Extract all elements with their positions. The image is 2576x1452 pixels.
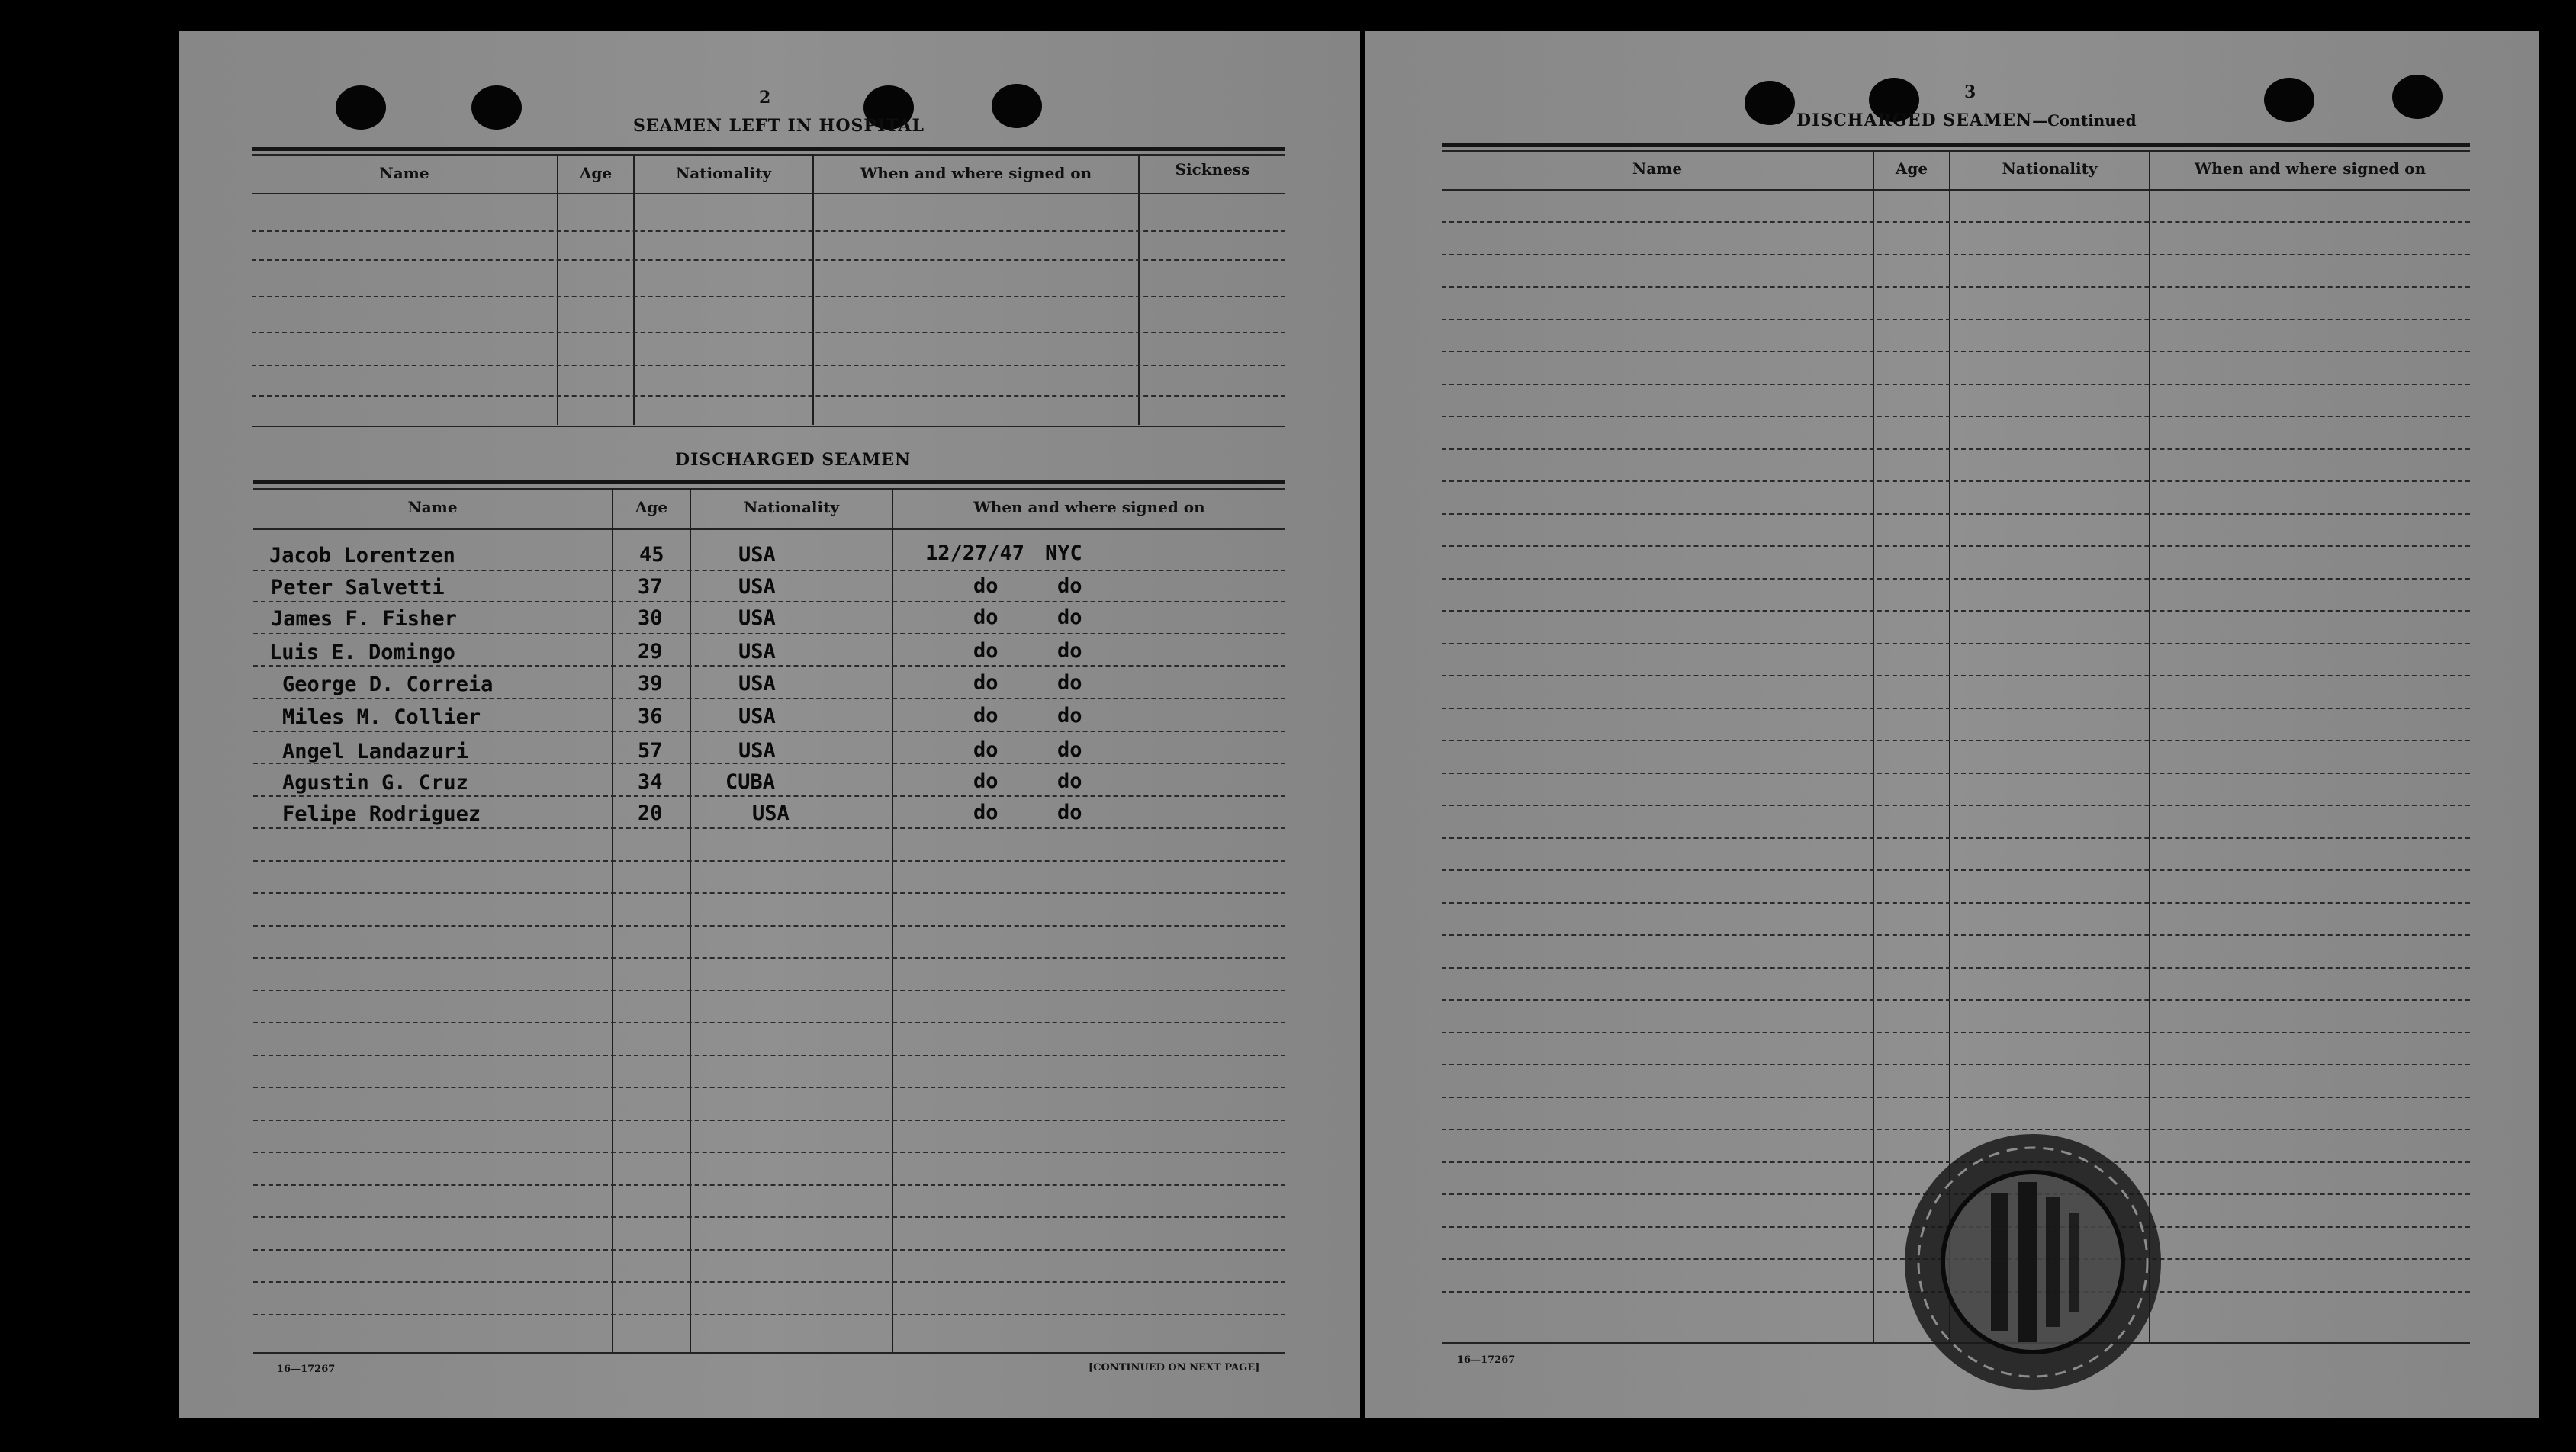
signed-on-place: do: [1057, 769, 1082, 793]
seaman-age: 45: [639, 543, 664, 567]
punch-hole: [471, 85, 522, 130]
continued-header-name: Name: [1632, 159, 1683, 178]
seaman-nationality: USA: [738, 606, 776, 630]
seaman-age: 39: [638, 672, 663, 695]
seaman-name: Felipe Rodriguez: [282, 802, 481, 826]
seaman-nationality: USA: [738, 640, 776, 663]
signed-on-place: NYC: [1045, 541, 1082, 565]
seaman-age: 20: [638, 801, 663, 825]
discharged-header-age: Age: [635, 498, 668, 516]
seaman-nationality: CUBA: [725, 770, 776, 794]
seaman-nationality: USA: [752, 801, 790, 825]
punch-hole: [336, 85, 386, 130]
signed-on-date: do: [973, 738, 999, 762]
seaman-age: 36: [638, 705, 663, 728]
ink-stamp: [1899, 1129, 2166, 1396]
seaman-name: Angel Landazuri: [282, 740, 468, 763]
punch-hole: [2264, 78, 2314, 122]
signed-on-date: do: [973, 639, 999, 663]
right-page: [1365, 31, 2539, 1418]
signed-on-place: do: [1057, 738, 1082, 762]
hospital-header-nationality: Nationality: [676, 164, 771, 182]
seaman-name: Jacob Lorentzen: [269, 544, 455, 567]
discharged-header-name: Name: [407, 498, 458, 516]
signed-on-place: do: [1057, 801, 1082, 824]
discharged-continued-title: DISCHARGED SEAMEN—Continued: [1796, 111, 2137, 130]
hospital-header-when-where: When and where signed on: [860, 164, 1092, 182]
discharged-header-when-where: When and where signed on: [973, 498, 1205, 516]
signed-on-place: do: [1057, 606, 1082, 629]
seaman-age: 57: [638, 739, 663, 763]
seaman-nationality: USA: [738, 739, 776, 763]
seaman-nationality: USA: [738, 575, 776, 599]
seaman-age: 37: [638, 575, 663, 599]
punch-hole: [2392, 75, 2443, 119]
page-number: 2: [759, 88, 771, 108]
hospital-section-title: SEAMEN LEFT IN HOSPITAL: [633, 116, 925, 136]
seaman-age: 34: [638, 770, 663, 794]
seaman-name: Miles M. Collier: [282, 705, 481, 729]
continued-note: [CONTINUED ON NEXT PAGE]: [1089, 1362, 1260, 1373]
signed-on-place: do: [1057, 704, 1082, 728]
left-page: [179, 31, 1360, 1418]
form-number: 16—17267: [277, 1364, 336, 1375]
seaman-age: 29: [638, 640, 663, 663]
punch-hole: [1745, 81, 1795, 125]
continued-header-age: Age: [1895, 159, 1928, 178]
punch-hole: [992, 84, 1042, 128]
signed-on-place: do: [1057, 671, 1082, 695]
seaman-name: George D. Correia: [282, 673, 494, 696]
seaman-name: Luis E. Domingo: [269, 641, 455, 664]
discharged-section-title: DISCHARGED SEAMEN: [675, 450, 912, 470]
signed-on-date: do: [973, 606, 999, 629]
continued-header-nationality: Nationality: [2002, 159, 2098, 178]
signed-on-date: do: [973, 769, 999, 793]
signed-on-date: do: [973, 704, 999, 728]
seaman-name: Agustin G. Cruz: [282, 771, 468, 795]
discharged-header-nationality: Nationality: [744, 498, 839, 516]
seaman-name: James F. Fisher: [271, 607, 457, 631]
seaman-nationality: USA: [738, 543, 776, 567]
signed-on-date: do: [973, 801, 999, 824]
seaman-name: Peter Salvetti: [271, 576, 445, 599]
signed-on-date: 12/27/47: [925, 541, 1025, 565]
hospital-header-sickness: Sickness: [1175, 160, 1250, 178]
continued-header-when-where: When and where signed on: [2194, 159, 2426, 178]
signed-on-place: do: [1057, 639, 1082, 663]
seaman-nationality: USA: [738, 672, 776, 695]
hospital-header-age: Age: [579, 164, 613, 182]
signed-on-date: do: [973, 574, 999, 598]
seaman-nationality: USA: [738, 705, 776, 728]
form-number: 16—17267: [1457, 1354, 1516, 1366]
signed-on-place: do: [1057, 574, 1082, 598]
signed-on-date: do: [973, 671, 999, 695]
hospital-header-name: Name: [379, 164, 429, 182]
page-number: 3: [1964, 82, 1976, 102]
seaman-age: 30: [638, 606, 663, 630]
